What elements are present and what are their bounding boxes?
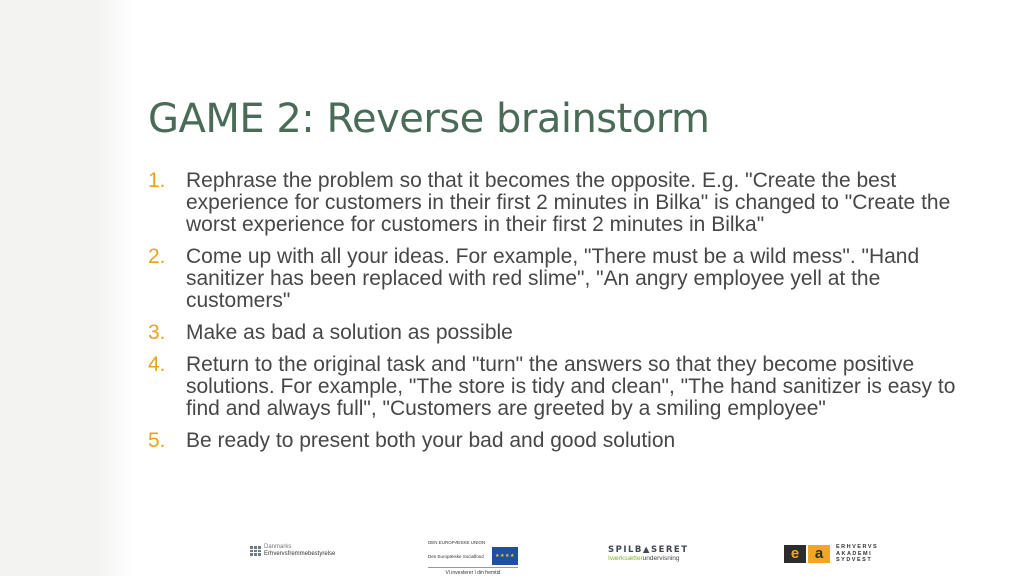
instruction-list — [148, 170, 988, 462]
erhvervsfremmebestyrelse-logo — [250, 544, 335, 558]
list-item-number: 3. — [148, 321, 166, 344]
list-item — [148, 354, 988, 420]
logo-text-line: SPILB▲SERET — [608, 545, 689, 555]
logo-text-line: undervisning — [642, 555, 680, 562]
list-item-text: Make as bad a solution as possible — [186, 321, 513, 344]
list-item-number: 2. — [148, 245, 166, 268]
logo-text-line: DEN EUROPÆISKE UNION — [428, 540, 486, 545]
logo-glyph: e — [784, 545, 806, 563]
list-item-text: Come up with all your ideas. For example, "There must be a wild mess". "Hand sanitizer has been replaced with red slime", "An angry employee yell at the customers" — [186, 245, 920, 312]
logo-text-line: SYDVEST — [836, 557, 873, 563]
divider — [428, 567, 518, 568]
logo-glyph: a — [808, 545, 830, 563]
left-band-fade — [96, 0, 136, 576]
logo-text-line: Danmarks — [264, 544, 292, 550]
list-item-text: Rephrase the problem so that it becomes the opposite. E.g. "Create the best experience for customers in their first 2 minutes in Bilka" is changed to "Create the worst experience for customers in their first 2 minutes in Bilka" — [186, 169, 951, 236]
list-item — [148, 170, 988, 236]
list-item-number: 1. — [148, 169, 166, 192]
logo-text-line: Den Europæiske Socialfond — [428, 553, 484, 559]
logo-text-line: AKADEMI — [836, 550, 873, 557]
list-item — [148, 430, 988, 452]
logo-text-line: ERHVERVS — [836, 544, 879, 550]
eu-social-fund-logo — [428, 540, 518, 576]
crown-icon — [250, 546, 260, 556]
list-item-number: 5. — [148, 429, 166, 452]
eu-flag-icon: ★★★★ — [492, 547, 518, 565]
partner-logos — [0, 530, 1024, 576]
ea-mark-icon — [784, 545, 830, 563]
logo-text-line: Iværksætter — [608, 555, 643, 562]
logo-text-line: Erhvervsfremmebestyrelse — [264, 551, 336, 557]
list-item — [148, 246, 988, 312]
list-item-number: 4. — [148, 353, 166, 376]
spilbaseret-logo — [608, 545, 689, 562]
slide-title: GAME 2: Reverse brainstorm — [148, 96, 710, 142]
erhvervsakademi-sydvest-logo — [784, 544, 878, 564]
list-item-text: Be ready to present both your bad and good solution — [186, 429, 676, 452]
list-item — [148, 322, 988, 344]
list-item-text: Return to the original task and "turn" the answers so that they become positive solutions. For example, "The store is tidy and clean", "The hand sanitizer is easy to find and always full", "Customers are greeted by a smiling employee" — [186, 353, 956, 420]
logo-text-line: Vi investerer i din fremtid — [445, 570, 501, 576]
